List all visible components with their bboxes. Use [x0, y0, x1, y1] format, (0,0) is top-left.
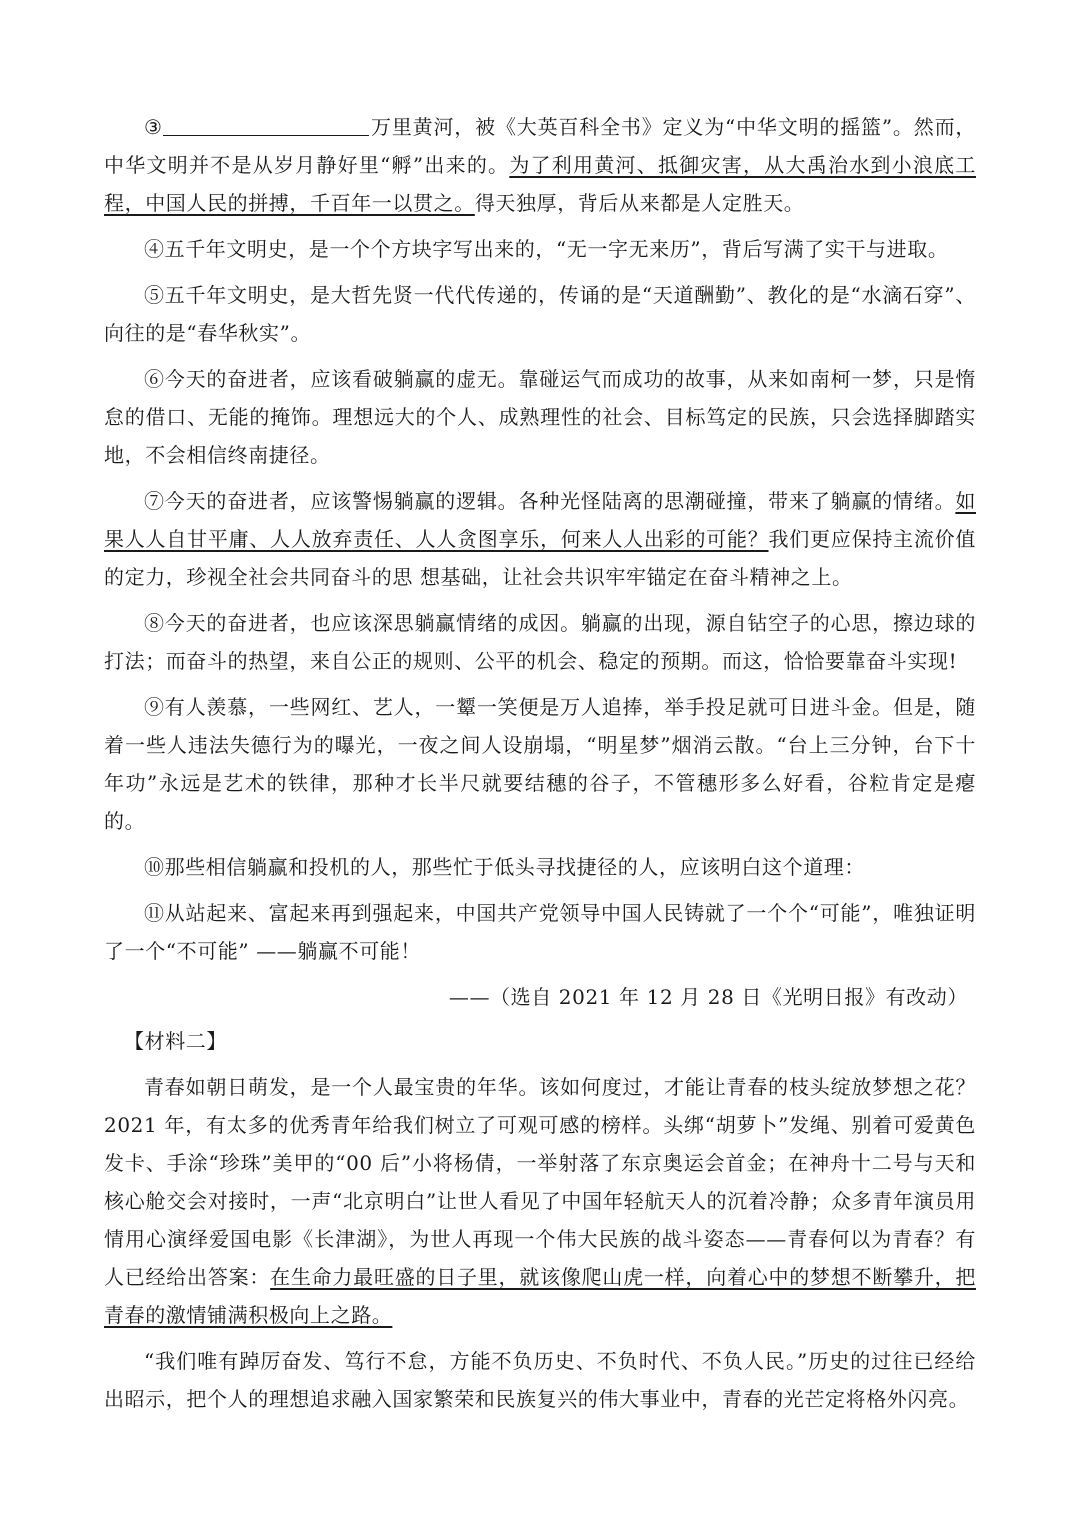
paragraph-text: 万里黄河，被《大英百科全书》定义为“中华文明的摇篮”。然而，中华文明并不是从岁月静好里“孵”出来的。	[104, 115, 977, 177]
underlined-sentence: 如果人人自甘平庸、人人放弃责任、人人贪图享乐，何来人人出彩的可能？	[104, 489, 976, 551]
paragraph-10: ⑩那些相信躺赢和投机的人，那些忙于低头寻找捷径的人，应该明白这个道理：	[144, 855, 865, 879]
paragraph-text: 得天独厚，背后从来都是人定胜天。	[474, 191, 805, 215]
document-page	[104, 108, 976, 1426]
material-2-paragraph-2: “我们唯有踔厉奋发、笃行不怠，方能不负历史、不负时代、不负人民。”历史的过往已经给出昭示，把个人的理想追求融入国家繁荣和民族复兴的伟大事业中，青春的光芒定将格外闪亮。	[104, 1349, 976, 1411]
fill-in-blank	[163, 115, 369, 136]
paragraph-text: 我们更应保持主流价值的定力，珍视全社会共同奋斗的思 想基础，让社会共识牢牢锚定在奋斗精神之上。	[104, 527, 977, 589]
paragraph-11: ⑪从站起来、富起来再到强起来，中国共产党领导中国人民铸就了一个个“可能”，唯独证明了一个“不可能” ——躺赢不可能！	[104, 901, 976, 963]
paragraph-3	[104, 108, 976, 222]
paragraph-9: ⑨有人羡慕，一些网红、艺人，一颦一笑便是万人追捧，举手投足就可日进斗金。但是，随着一些人违法失德行为的曝光，一夜之间人设崩塌，“明星梦”烟消云散。“台上三分钟，台下十年功”永远是艺术的铁律，那种才长半尺就要结穗的谷子，不管穗形多么好看，谷粒肯定是瘪的。	[104, 695, 976, 833]
underlined-sentence: 为了利用黄河、抵御灾害，从大禹治水到小浪底工程，中国人民的拼搏，千百年一以贯之。	[104, 153, 977, 215]
material-2-title: 【材料二】	[124, 1029, 227, 1053]
paragraph-5: ⑤五千年文明史，是大哲先贤一代代传递的，传诵的是“天道酬勤”、教化的是“水滴石穿”、向往的是“春华秋实”。	[104, 283, 976, 345]
paragraph-8: ⑧今天的奋进者，也应该深思躺赢情绪的成因。躺赢的出现，源自钻空子的心思，擦边球的打法；而奋斗的热望，来自公正的规则、公平的机会、稳定的预期。而这，恰恰要靠奋斗实现!	[104, 611, 976, 673]
paragraph-text: 青春如朝日萌发，是一个人最宝贵的年华。该如何度过，才能让青春的枝头绽放梦想之花？2021 年，有太多的优秀青年给我们树立了可观可感的榜样。头绑“胡萝卜”发绳、别着可爱黄色发卡、手涂“珍珠”美甲的“00 后”小将杨倩，一举射落了东京奥运会首金；在神舟十二号与天和核心舱交会对接时，一声“北京明白”让世人看见了中国年轻航天人的沉着冷静；众多青年演员用情用心演绎爱国电影《长津湖》，为世人再现一个伟大民族的战斗姿态——青春何以为青春？有人已经给出答案：	[104, 1075, 976, 1289]
material-2-paragraph-1	[104, 1068, 976, 1334]
source-citation: ——（选自 2021 年 12 月 28 日《光明日报》有改动）	[448, 985, 968, 1009]
underlined-sentence: 在生命力最旺盛的日子里，就该像爬山虎一样，向着心中的梦想不断攀升，把青春的激情铺满积极向上之路。	[104, 1265, 976, 1327]
paragraph-7	[104, 482, 976, 596]
paragraph-4: ④五千年文明史，是一个个方块字写出来的，“无一字无来历”，背后写满了实干与进取。	[144, 237, 949, 261]
paragraph-number: ③	[144, 115, 163, 139]
paragraph-6: ⑥今天的奋进者，应该看破躺赢的虚无。靠碰运气而成功的故事，从来如南柯一梦，只是惰怠的借口、无能的掩饰。理想远大的个人、成熟理性的社会、目标笃定的民族，只会选择脚踏实地，不会相信终南捷径。	[104, 367, 976, 467]
paragraph-text: ⑦今天的奋进者，应该警惕躺赢的逻辑。各种光怪陆离的思潮碰撞，带来了躺赢的情绪。	[144, 489, 956, 513]
